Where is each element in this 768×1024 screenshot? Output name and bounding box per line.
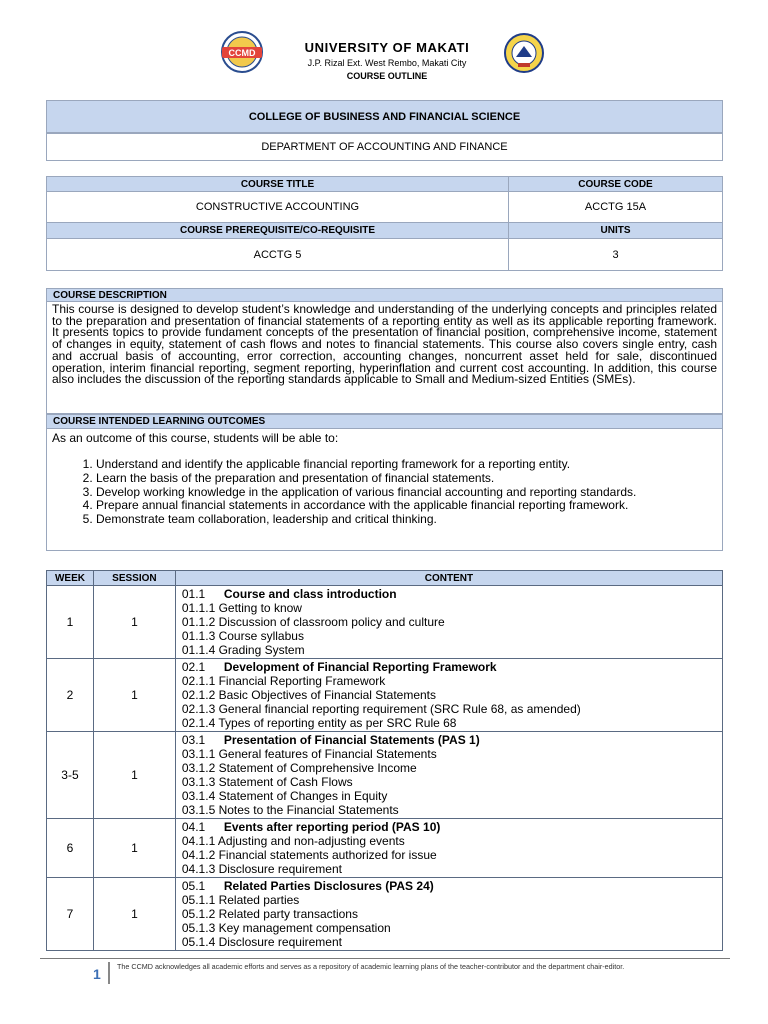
topic-title: Presentation of Financial Statements (PAS 1) [223,733,480,747]
svg-text:CCMD: CCMD [228,48,256,58]
topic-number: 04.1 [181,820,206,834]
content-header: CONTENT [175,571,722,586]
week-cell: 3-5 [47,732,94,819]
subtopic: 05.1.4 Disclosure requirement [181,935,342,949]
topic-heading [182,587,716,601]
session-cell: 1 [93,819,175,878]
table-row [47,586,723,659]
content-cell [175,819,722,878]
session-header: SESSION [93,571,175,586]
outcome-item: 3. Develop working knowledge in the application of various financial accounting and reporting standards. [96,486,717,500]
week-cell: 7 [47,878,94,951]
outcome-item: 2. Learn the basis of the preparation and presentation of financial statements. [96,472,717,486]
table-row [47,819,723,878]
subtopic: 05.1.3 Key management compensation [181,921,391,935]
topic-number: 05.1 [181,879,206,893]
topic-heading [182,879,716,893]
subtopic: 02.1.2 Basic Objectives of Financial Statements [181,688,437,702]
subtopic: 03.1.5 Notes to the Financial Statements [181,803,399,817]
table-row [47,732,723,819]
topic-number: 01.1 [181,587,206,601]
subtopic: 04.1.1 Adjusting and non-adjusting events [181,834,405,848]
session-cell: 1 [93,659,175,732]
subtopic: 05.1.2 Related party transactions [181,907,358,921]
schedule-table [46,570,723,951]
outcome-item: 4. Prepare annual financial statements in accordance with the applicable financial reporting framework. [96,499,717,513]
subtopic: 02.1.4 Types of reporting entity as per SRC Rule 68 [181,716,457,730]
page-number: 1 [93,966,101,982]
topic-title: Course and class introduction [223,587,397,601]
week-cell: 2 [47,659,94,732]
college-name: COLLEGE OF BUSINESS AND FINANCIAL SCIENCE [46,100,723,133]
document-type: COURSE OUTLINE [346,71,428,81]
session-cell: 1 [93,732,175,819]
course-code: ACCTG 15A [508,191,723,223]
content-cell [175,732,722,819]
footer-divider [40,958,730,959]
units-label: UNITS [508,222,723,239]
session-cell: 1 [93,586,175,659]
outcome-item: 1. Understand and identify the applicable financial reporting framework for a reporting entity. [96,458,717,472]
subtopic: 02.1.3 General financial reporting requirement (SRC Rule 68, as amended) [181,702,581,716]
subtopic: 01.1.4 Grading System [181,643,305,657]
subtopic: 03.1.1 General features of Financial Statements [181,747,437,761]
subtopic: 02.1.1 Financial Reporting Framework [181,674,386,688]
department-name: DEPARTMENT OF ACCOUNTING AND FINANCE [46,133,723,161]
units-value: 3 [508,238,723,271]
subtopic: 03.1.2 Statement of Comprehensive Income [181,761,417,775]
table-row [47,659,723,732]
topic-title: Events after reporting period (PAS 10) [223,820,441,834]
topic-number: 03.1 [181,733,206,747]
university-address: J.P. Rizal Ext. West Rembo, Makati City [307,58,467,68]
learning-outcomes-label: COURSE INTENDED LEARNING OUTCOMES [46,414,723,429]
course-title-label: COURSE TITLE [46,176,509,192]
outcomes-intro: As an outcome of this course, students will be able to: [52,431,339,445]
subtopic: 03.1.4 Statement of Changes in Equity [181,789,388,803]
topic-heading [182,820,716,834]
outcomes-list [52,458,717,527]
subtopic: 01.1.3 Course syllabus [181,629,304,643]
topic-heading [182,660,716,674]
course-description-label: COURSE DESCRIPTION [46,288,723,302]
week-cell: 1 [47,586,94,659]
content-cell [175,878,722,951]
schedule-header-row [47,571,723,586]
subtopic: 03.1.3 Statement of Cash Flows [181,775,353,789]
page-number-divider [108,962,110,984]
table-row [47,878,723,951]
outcome-item: 5. Demonstrate team collaboration, leadership and critical thinking. [96,513,717,527]
footer-note: The CCMD acknowledges all academic efforts and serves as a repository of academic learning plans of the teacher-contributor and the department chair-editor. [117,962,625,971]
subtopic: 05.1.1 Related parties [181,893,300,907]
university-name: UNIVERSITY OF MAKATI [304,40,470,55]
topic-heading [182,733,716,747]
subtopic: 04.1.2 Financial statements authorized for issue [181,848,437,862]
course-title: CONSTRUCTIVE ACCOUNTING [46,191,509,223]
learning-outcomes-body [46,429,723,551]
prerequisite-value: ACCTG 5 [46,238,509,271]
umak-seal [498,32,550,74]
course-description-text: This course is designed to develop student’s knowledge and understanding of the underlying concepts and principles related to the preparation and presentation of financial statements of a reporting entity as well as its applicable reporting framework. It presents topics to provide fundament concepts of the presentation of financial position, comprehensive income, statement of changes in equity, statement of cash flows and notes to financial statements. This course also covers single entry, cash and accrual basis of accounting, error correction, accounting changes, noncurrent asset held for sale, discontinued operation, interim financial reporting, segment reporting, hyperinflation and current cost accounting. In addition, this course also includes the discussion of the reporting standards applicable to Small and Medium-sized Entities (SMEs). [46,302,723,414]
topic-number: 02.1 [181,660,206,674]
subtopic: 04.1.3 Disclosure requirement [181,862,342,876]
subtopic: 01.1.2 Discussion of classroom policy and culture [181,615,445,629]
session-cell: 1 [93,878,175,951]
content-cell [175,659,722,732]
course-code-label: COURSE CODE [508,176,723,192]
content-cell [175,586,722,659]
subtopic: 01.1.1 Getting to know [181,601,302,615]
week-header: WEEK [47,571,94,586]
prerequisite-label: COURSE PREREQUISITE/CO-REQUISITE [46,222,509,239]
week-cell: 6 [47,819,94,878]
topic-title: Development of Financial Reporting Framework [223,660,497,674]
topic-title: Related Parties Disclosures (PAS 24) [223,879,434,893]
ccmd-logo [212,30,272,75]
